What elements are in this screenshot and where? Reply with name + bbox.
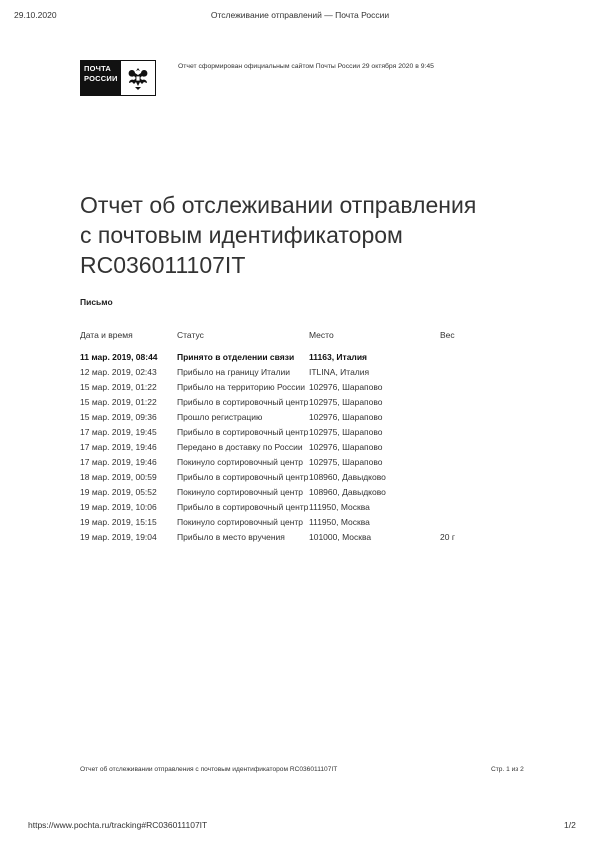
cell-datetime: 19 мар. 2019, 19:04: [80, 532, 157, 542]
cell-place: 111950, Москва: [309, 502, 370, 512]
header-weight: Вес: [440, 330, 455, 340]
cell-weight: [440, 455, 500, 469]
cell-weight: [440, 515, 500, 529]
cell-status: Покинуло сортировочный центр: [177, 517, 304, 527]
report-title-line-2: с почтовым идентификатором: [80, 222, 403, 248]
table-row: [80, 350, 500, 364]
logo-line-2: РОССИИ: [84, 74, 118, 83]
cell-datetime: 19 мар. 2019, 15:15: [80, 517, 157, 527]
cell-datetime: 11 мар. 2019, 08:44: [80, 352, 158, 362]
cell-datetime: 15 мар. 2019, 01:22: [80, 397, 157, 407]
table-row: [80, 485, 500, 499]
pochta-rossii-logo: [80, 60, 156, 96]
table-body: [80, 350, 500, 544]
cell-place: 108960, Давыдково: [309, 472, 386, 482]
cell-datetime: 15 мар. 2019, 09:36: [80, 412, 157, 422]
cell-place: 102976, Шарапово: [309, 382, 383, 392]
cell-datetime: 12 мар. 2019, 02:43: [80, 367, 157, 377]
cell-weight: [440, 380, 500, 394]
cell-datetime: 19 мар. 2019, 05:52: [80, 487, 157, 497]
cell-weight: [440, 395, 500, 409]
shipment-type: Письмо: [80, 297, 113, 307]
cell-status: Покинуло сортировочный центр: [177, 487, 304, 497]
cell-weight: 20 г: [440, 532, 455, 542]
table-row: [80, 410, 500, 424]
double-headed-eagle-icon: [120, 60, 156, 96]
footer-page-number: Стр. 1 из 2: [491, 766, 524, 773]
cell-datetime: 15 мар. 2019, 01:22: [80, 382, 157, 392]
logo-wordmark: [80, 60, 120, 96]
table-row: [80, 380, 500, 394]
cell-place: 101000, Москва: [309, 532, 372, 542]
cell-datetime: 17 мар. 2019, 19:45: [80, 427, 157, 437]
cell-status: Прибыло в сортировочный центр: [177, 427, 309, 437]
cell-datetime: 17 мар. 2019, 19:46: [80, 442, 157, 452]
cell-weight: [440, 410, 500, 424]
cell-datetime: 19 мар. 2019, 10:06: [80, 502, 157, 512]
cell-weight: [440, 425, 500, 439]
cell-status: Прошло регистрацию: [177, 412, 263, 422]
tracking-history-table: [80, 330, 500, 545]
tracking-number: RC036011107IT: [80, 252, 246, 278]
cell-status: Передано в доставку по России: [177, 442, 303, 452]
print-page-title: Отслеживание отправлений — Почта России: [210, 10, 390, 20]
cell-place: 111950, Москва: [309, 517, 370, 527]
cell-place: 102976, Шарапово: [309, 442, 383, 452]
footer-report-caption: Отчет об отслеживании отправления с почтовым идентификатором RC036011107IT: [80, 766, 338, 773]
cell-weight: [440, 350, 500, 364]
table-row: [80, 365, 500, 379]
cell-weight: [440, 470, 500, 484]
cell-weight: [440, 485, 500, 499]
table-row: [80, 455, 500, 469]
cell-status: Прибыло в место вручения: [177, 532, 285, 542]
table-row: [80, 500, 500, 514]
cell-weight: [440, 365, 500, 379]
cell-place: 102975, Шарапово: [309, 427, 383, 437]
table-header: [80, 330, 500, 344]
cell-status: Прибыло на границу Италии: [177, 367, 291, 377]
cell-status: Прибыло в сортировочный центр: [177, 502, 309, 512]
cell-place: 108960, Давыдково: [309, 487, 386, 497]
cell-place: ITLINA, Италия: [309, 367, 370, 377]
cell-weight: [440, 440, 500, 454]
print-date: 29.10.2020: [14, 10, 57, 20]
cell-status: Прибыло в сортировочный центр: [177, 472, 309, 482]
header-status: Статус: [177, 330, 204, 340]
table-row: [80, 440, 500, 454]
cell-status: Прибыло в сортировочный центр: [177, 397, 309, 407]
cell-weight: [440, 500, 500, 514]
cell-status: Прибыло на территорию России: [177, 382, 305, 392]
table-row: [80, 395, 500, 409]
cell-datetime: 18 мар. 2019, 00:59: [80, 472, 157, 482]
cell-place: 102975, Шарапово: [309, 397, 383, 407]
header-datetime: Дата и время: [80, 330, 133, 340]
cell-place: 11163, Италия: [309, 352, 368, 362]
report-generated-note: Отчет сформирован официальным сайтом Почты России 29 октября 2020 в 9:45: [178, 63, 434, 70]
table-row: [80, 515, 500, 529]
print-page-count: 1/2: [564, 820, 576, 830]
cell-datetime: 17 мар. 2019, 19:46: [80, 457, 157, 467]
cell-status: Покинуло сортировочный центр: [177, 457, 304, 467]
logo-line-1: ПОЧТА: [84, 64, 112, 73]
cell-place: 102976, Шарапово: [309, 412, 383, 422]
table-row: [80, 470, 500, 484]
cell-place: 102975, Шарапово: [309, 457, 383, 467]
report-title-line-1: Отчет об отслеживании отправления: [80, 192, 477, 218]
table-row: [80, 530, 500, 544]
report-title: [80, 190, 476, 280]
header-place: Место: [309, 330, 334, 340]
table-row: [80, 425, 500, 439]
cell-status: Принято в отделении связи: [177, 352, 295, 362]
print-page-url[interactable]: https://www.pochta.ru/tracking#RC036011107IT: [28, 820, 208, 830]
